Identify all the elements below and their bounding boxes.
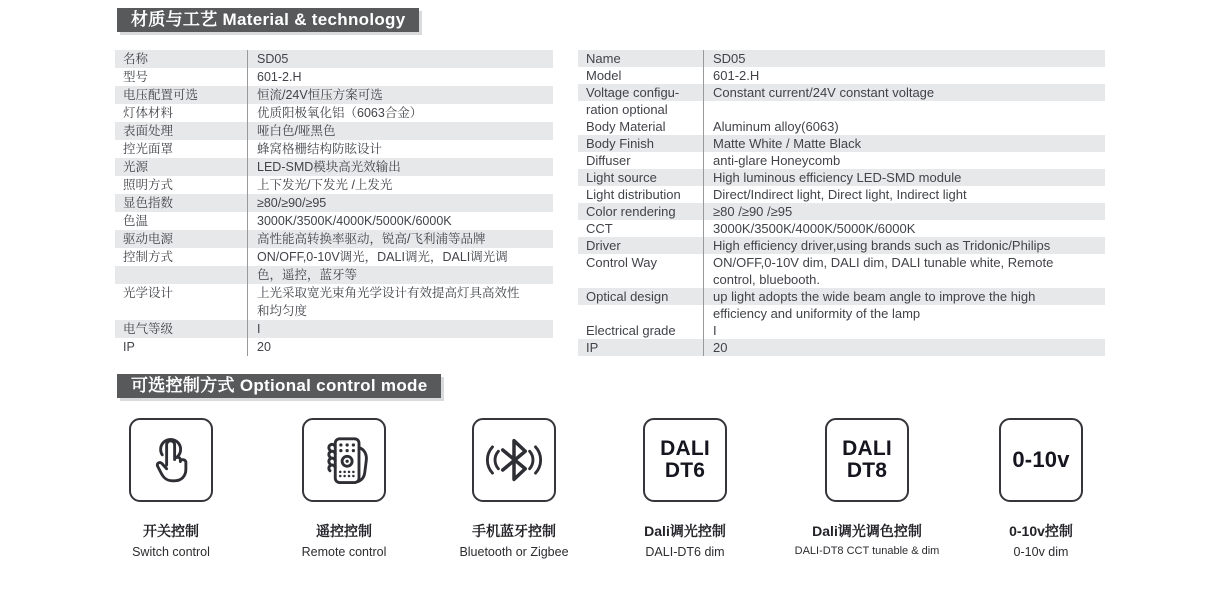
control-label-zh: 手机蓝牙控制: [472, 523, 556, 539]
spec-zh-row-value: 601-2.H: [247, 68, 553, 86]
spec-en-row-value: Constant current/24V constant voltage: [703, 84, 1105, 101]
spec-zh-row-label: 表面处理: [123, 124, 174, 138]
spec-en-row-value: Matte White / Matte Black: [703, 135, 1105, 152]
spec-zh-row-4: [115, 122, 553, 140]
spec-table-english: [578, 50, 1105, 356]
spec-en-row-label: Optical design: [586, 289, 669, 304]
spec-en-row-label: CCT: [586, 221, 613, 236]
dali-dt8-line1: DALI: [842, 436, 892, 460]
spec-zh-row-16: [115, 338, 553, 356]
control-label-en: Bluetooth or Zigbee: [459, 545, 569, 559]
spec-zh-row-value: LED-SMD模块高光效输出: [247, 158, 553, 176]
remote-icon: [314, 430, 374, 490]
spec-en-row-label: Driver: [586, 238, 621, 253]
spec-zh-row-value: I: [247, 320, 553, 338]
spec-zh-row-3: [115, 104, 553, 122]
spec-en-row-17: [578, 339, 1105, 356]
spec-table-chinese: [115, 50, 553, 356]
control-label-zh: 0-10v控制: [1009, 523, 1073, 539]
spec-en-row-label: Control Way: [586, 255, 658, 270]
spec-en-row-0: [578, 50, 1105, 67]
spec-zh-row-6: [115, 158, 553, 176]
spec-zh-row-value: 高性能高转换率驱动，锐高/飞利浦等品牌: [247, 230, 553, 248]
spec-zh-row-label: 名称: [123, 52, 149, 66]
spec-en-row-value: High efficiency driver,using brands such as Tridonic/Philips: [703, 237, 1105, 254]
spec-en-row-value: control, bluebooth.: [703, 271, 1105, 288]
touch-icon: [141, 430, 201, 490]
spec-zh-row-value: 3000K/3500K/4000K/5000K/6000K: [247, 212, 553, 230]
control-bluetooth: [434, 418, 594, 559]
spec-en-row-value: ≥80 /≥90 /≥95: [703, 203, 1105, 220]
section-title-material: 材质与工艺 Material & technology: [117, 8, 419, 32]
remote-icon-box: [302, 418, 386, 502]
spec-zh-row-value: SD05: [247, 50, 553, 68]
control-label-zh: 开关控制: [143, 523, 199, 539]
spec-zh-row-15: [115, 320, 553, 338]
spec-zh-row-9: [115, 212, 553, 230]
spec-zh-row-label: 控制方式: [123, 250, 174, 264]
spec-zh-row-value: 哑白色/哑黑色: [247, 122, 553, 140]
spec-en-row-label: Electrical grade: [586, 323, 676, 338]
spec-zh-row-label: 显色指数: [123, 196, 174, 210]
spec-en-row-4: [578, 118, 1105, 135]
spec-zh-row-label: 灯体材料: [123, 106, 174, 120]
spec-en-row-value: I: [703, 322, 1105, 339]
spec-zh-row-label: [115, 266, 247, 284]
spec-zh-row-2: [115, 86, 553, 104]
spec-en-row-7: [578, 169, 1105, 186]
spec-en-row-5: [578, 135, 1105, 152]
spec-en-row-value: SD05: [703, 50, 1105, 67]
spec-zh-row-label: 光学设计: [123, 286, 174, 300]
dali-dt6-line1: DALI: [660, 436, 710, 460]
control-0-10v: [961, 418, 1121, 559]
spec-zh-row-label: 型号: [123, 70, 149, 84]
control-label-en: DALI-DT6 dim: [645, 545, 725, 559]
spec-zh-row-value: 优质阳极氧化铝（6063合金）: [247, 104, 553, 122]
spec-zh-row-label: 驱动电源: [123, 232, 174, 246]
spec-en-row-label: [578, 305, 703, 322]
spec-en-row-16: [578, 322, 1105, 339]
spec-zh-row-1: [115, 68, 553, 86]
spec-en-row-label: Light source: [586, 170, 657, 185]
spec-zh-row-label: 照明方式: [123, 178, 174, 192]
bluetooth-icon: [484, 430, 544, 490]
dali-dt6-line2: DT6: [664, 459, 706, 482]
spec-en-row-10: [578, 220, 1105, 237]
control-dali-dt8: [772, 418, 962, 557]
spec-en-row-13: [578, 271, 1105, 288]
spec-en-row-9: [578, 203, 1105, 220]
spec-en-row-label: Body Material: [586, 119, 666, 134]
spec-en-row-label: Body Finish: [586, 136, 654, 151]
spec-en-row-label: Voltage configu-: [586, 85, 680, 100]
spec-zh-row-14: [115, 302, 553, 320]
spec-en-row-3: [578, 101, 1105, 118]
spec-en-row-label: Name: [586, 51, 621, 66]
spec-en-row-value: 3000K/3500K/4000K/5000K/6000K: [703, 220, 1105, 237]
control-label-zh: 遥控控制: [316, 523, 372, 539]
spec-zh-row-10: [115, 230, 553, 248]
spec-en-row-label: [578, 271, 703, 288]
dali-dt8-badge: [825, 418, 909, 502]
spec-zh-row-7: [115, 176, 553, 194]
spec-en-row-value: 601-2.H: [703, 67, 1105, 84]
spec-zh-row-value: 上光采取宽光束角光学设计有效提高灯具高效性: [247, 284, 553, 302]
dali-dt6-badge: [643, 418, 727, 502]
spec-zh-row-label: 电压配置可选: [123, 88, 199, 102]
spec-en-row-12: [578, 254, 1105, 271]
control-dali-dt6: [605, 418, 765, 559]
spec-en-row-6: [578, 152, 1105, 169]
spec-zh-row-value: 恒流/24V恒压方案可选: [247, 86, 553, 104]
spec-en-row-value: Direct/Indirect light, Direct light, Indirect light: [703, 186, 1105, 203]
section-title-control-mode: 可选控制方式 Optional control mode: [117, 374, 441, 398]
spec-zh-row-value: ON/OFF,0-10V调光，DALI调光，DALI调光调: [247, 248, 553, 266]
spec-en-row-label: Color rendering: [586, 204, 676, 219]
spec-en-row-11: [578, 237, 1105, 254]
spec-zh-row-11: [115, 248, 553, 266]
spec-zh-row-value: 20: [247, 338, 553, 356]
spec-en-row-label: Model: [586, 68, 622, 83]
spec-zh-row-13: [115, 284, 553, 302]
spec-zh-row-value: 色，遥控，蓝牙等: [247, 266, 553, 284]
spec-en-row-value: Aluminum alloy(6063): [703, 118, 1105, 135]
spec-zh-row-value: 蜂窝格栅结构防眩设计: [247, 140, 553, 158]
spec-en-row-label: Light distribution: [586, 187, 681, 202]
control-label-zh: Dali调光控制: [644, 523, 726, 539]
spec-zh-row-12: [115, 266, 553, 284]
spec-en-row-value: High luminous efficiency LED-SMD module: [703, 169, 1105, 186]
spec-en-row-2: [578, 84, 1105, 101]
spec-en-row-14: [578, 288, 1105, 305]
spec-zh-row-label: [115, 302, 247, 320]
spec-zh-row-8: [115, 194, 553, 212]
bluetooth-icon-box: [472, 418, 556, 502]
spec-zh-row-5: [115, 140, 553, 158]
spec-en-row-value: up light adopts the wide beam angle to improve the high: [703, 288, 1105, 305]
spec-en-row-15: [578, 305, 1105, 322]
spec-en-row-value: 20: [703, 339, 1105, 356]
control-label-en: Remote control: [301, 545, 387, 559]
spec-zh-row-label: 色温: [123, 214, 149, 228]
spec-zh-row-label: IP: [123, 340, 135, 354]
spec-zh-row-label: 控光面罩: [123, 142, 174, 156]
spec-en-row-value: anti-glare Honeycomb: [703, 152, 1105, 169]
spec-en-row-label: Diffuser: [586, 153, 631, 168]
spec-zh-row-value: 上下发光/下发光 /上发光: [247, 176, 553, 194]
0-10v-line: 0-10v: [1012, 447, 1070, 473]
dali-dt8-line2: DT8: [846, 459, 888, 482]
spec-en-row-value: efficiency and uniformity of the lamp: [703, 305, 1105, 322]
control-label-zh: Dali调光调色控制: [812, 523, 922, 539]
control-switch: [91, 418, 251, 559]
0-10v-badge: [999, 418, 1083, 502]
spec-en-row-value: ON/OFF,0-10V dim, DALI dim, DALI tunable white, Remote: [703, 254, 1105, 271]
spec-en-row-label: IP: [586, 340, 599, 355]
spec-zh-row-value: ≥80/≥90/≥95: [247, 194, 553, 212]
spec-zh-row-value: 和均匀度: [247, 302, 553, 320]
spec-en-row-label: ration optional: [586, 102, 668, 117]
touch-icon-box: [129, 418, 213, 502]
control-label-en: DALI-DT8 CCT tunable & dim: [794, 545, 940, 557]
control-label-en: 0-10v dim: [1013, 545, 1069, 559]
spec-zh-row-label: 光源: [123, 160, 149, 174]
spec-zh-row-0: [115, 50, 553, 68]
spec-zh-row-label: 电气等级: [123, 322, 174, 336]
spec-en-row-1: [578, 67, 1105, 84]
control-label-en: Switch control: [132, 545, 210, 559]
spec-en-row-8: [578, 186, 1105, 203]
spec-en-row-value: [703, 101, 1105, 118]
control-remote: [264, 418, 424, 559]
